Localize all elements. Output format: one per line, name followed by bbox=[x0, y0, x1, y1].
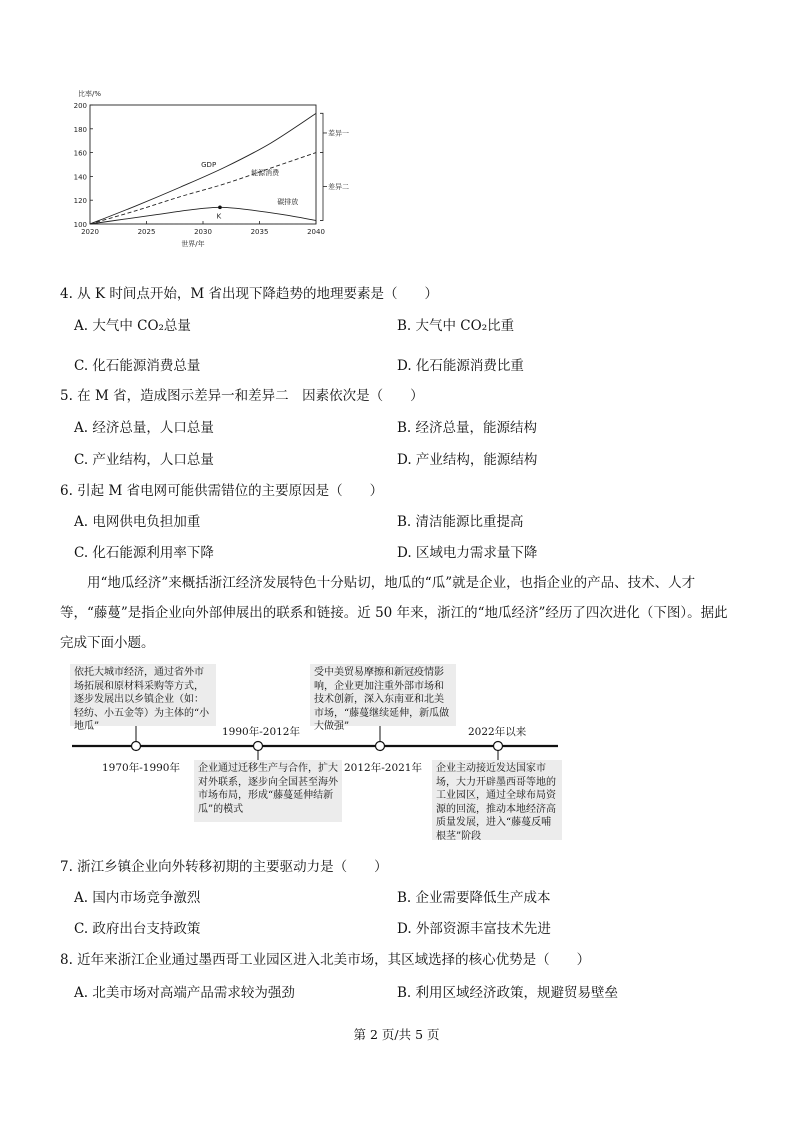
x-axis-label: 世界/年 bbox=[181, 240, 205, 248]
question-6-option-a: A. 电网供电负担加重 bbox=[74, 514, 201, 530]
series-label-2: 能源消费 bbox=[251, 169, 280, 178]
question-4-option-c: C. 化石能源消费总量 bbox=[74, 358, 201, 374]
series-label-3: 碳排放 bbox=[277, 197, 299, 206]
diff-two-label: 差异二 bbox=[328, 183, 349, 192]
question-4-option-d: D. 化石能源消费比重 bbox=[397, 358, 524, 374]
question-7-option-a: A. 国内市场竞争激烈 bbox=[74, 890, 201, 906]
diff-one-bracket bbox=[320, 113, 323, 152]
timeline-node-1 bbox=[132, 742, 141, 751]
question-6-option-c: C. 化石能源利用率下降 bbox=[74, 545, 214, 561]
question-8-option-a: A. 北美市场对高端产品需求较为强劲 bbox=[74, 985, 295, 1001]
page-footer: 第 2 页/共 5 页 bbox=[353, 1027, 440, 1042]
y-tick-label: 100 bbox=[73, 221, 87, 229]
question-5-option-b: B. 经济总量，能源结构 bbox=[397, 420, 538, 436]
timeline-date-1: 1970年-1990年 bbox=[102, 762, 180, 774]
question-6-option-d: D. 区域电力需求量下降 bbox=[397, 545, 538, 561]
question-8-option-b: B. 利用区域经济政策，规避贸易壁垒 bbox=[397, 985, 619, 1001]
y-tick-label: 140 bbox=[73, 173, 87, 182]
x-tick-label: 2020 bbox=[81, 228, 99, 236]
question-8-stem: 8. 近年来浙江企业通过墨西哥工业园区进入北美市场，其区域选择的核心优势是（ ） bbox=[60, 952, 591, 968]
timeline-box-1990: 企业通过迁移生产与合作，扩大对外联系，逐步向全国甚至海外市场布局，形成“藤蔓延伸结新瓜”的模式 bbox=[194, 760, 342, 822]
diff-two-bracket bbox=[320, 153, 323, 221]
question-5-option-a: A. 经济总量，人口总量 bbox=[74, 420, 214, 436]
question-4-stem: 4. 从 K 时间点开始，M 省出现下降趋势的地理要素是（ ） bbox=[60, 286, 438, 302]
k-point-marker bbox=[218, 206, 222, 210]
question-7-option-c: C. 政府出台支持政策 bbox=[74, 921, 201, 937]
y-tick-label: 120 bbox=[73, 197, 87, 206]
timeline-date-2: 1990年-2012年 bbox=[222, 726, 300, 738]
timeline-box-2012: 受中美贸易摩擦和新冠疫情影响，企业更加注重外部市场和技术创新，深入东南亚和北美市场，“藤蔓继续延伸，新瓜做大做强” bbox=[310, 664, 456, 726]
question-4-option-b: B. 大气中 CO₂比重 bbox=[397, 318, 515, 334]
series-label-1: GDP bbox=[201, 160, 217, 169]
x-tick-label: 2030 bbox=[194, 228, 212, 236]
timeline-node-2 bbox=[254, 742, 263, 751]
passage-text: 用“地瓜经济”来概括浙江经济发展特色十分贴切，地瓜的“瓜”就是企业，也指企业的产品、技术、人才等，“藤蔓”是指企业向外部伸展出的联系和链接。近 50 年来，浙江的“地瓜经济”经历了四次进化（下图）。据此完成下面小题。 bbox=[60, 575, 728, 651]
question-4-option-a: A. 大气中 CO₂总量 bbox=[74, 318, 191, 334]
x-tick-label: 2035 bbox=[250, 228, 269, 236]
timeline-box-2022: 企业主动接近发达国家市场，大力开辟墨西哥等地的工业园区，通过全球布局资源的回流，推动本地经济高质量发展，进入“藤蔓反哺根茎”阶段 bbox=[432, 760, 562, 840]
y-tick-label: 160 bbox=[73, 149, 87, 158]
timeline-node-3 bbox=[376, 742, 385, 751]
y-tick-label: 200 bbox=[73, 102, 87, 110]
question-7-stem: 7. 浙江乡镇企业向外转移初期的主要驱动力是（ ） bbox=[60, 859, 388, 875]
timeline-node-4 bbox=[494, 742, 503, 751]
question-5-option-c: C. 产业结构，人口总量 bbox=[74, 452, 214, 468]
timeline-box-1970: 依托大城市经济，通过省外市场拓展和原材料采购等方式，逐步发展出以乡镇企业（如：轻纺、小五金等）为主体的“小地瓜” bbox=[70, 664, 216, 726]
question-6-option-b: B. 清洁能源比重提高 bbox=[397, 514, 524, 530]
question-6-stem: 6. 引起 M 省电网可能供需错位的主要原因是（ ） bbox=[60, 483, 384, 499]
question-7-option-b: B. 企业需要降低生产成本 bbox=[397, 890, 551, 906]
timeline-figure bbox=[70, 664, 562, 842]
diff-one-label: 差异一 bbox=[328, 129, 349, 138]
line-chart bbox=[70, 86, 349, 278]
question-7-option-d: D. 外部资源丰富技术先进 bbox=[397, 921, 551, 937]
question-5-stem: 5. 在 M 省，造成图示差异一和差异二 因素依次是（ ） bbox=[60, 388, 424, 404]
y-axis-label: 比率/% bbox=[78, 90, 102, 98]
x-tick-label: 2025 bbox=[137, 228, 156, 236]
y-tick-label: 180 bbox=[73, 125, 87, 134]
x-tick-label: 2040 bbox=[307, 228, 325, 236]
timeline-date-3: 2012年-2021年 bbox=[344, 762, 422, 774]
question-5-option-d: D. 产业结构，能源结构 bbox=[397, 452, 538, 468]
k-point-label: K bbox=[216, 212, 222, 221]
timeline-date-4: 2022年以来 bbox=[468, 726, 527, 738]
